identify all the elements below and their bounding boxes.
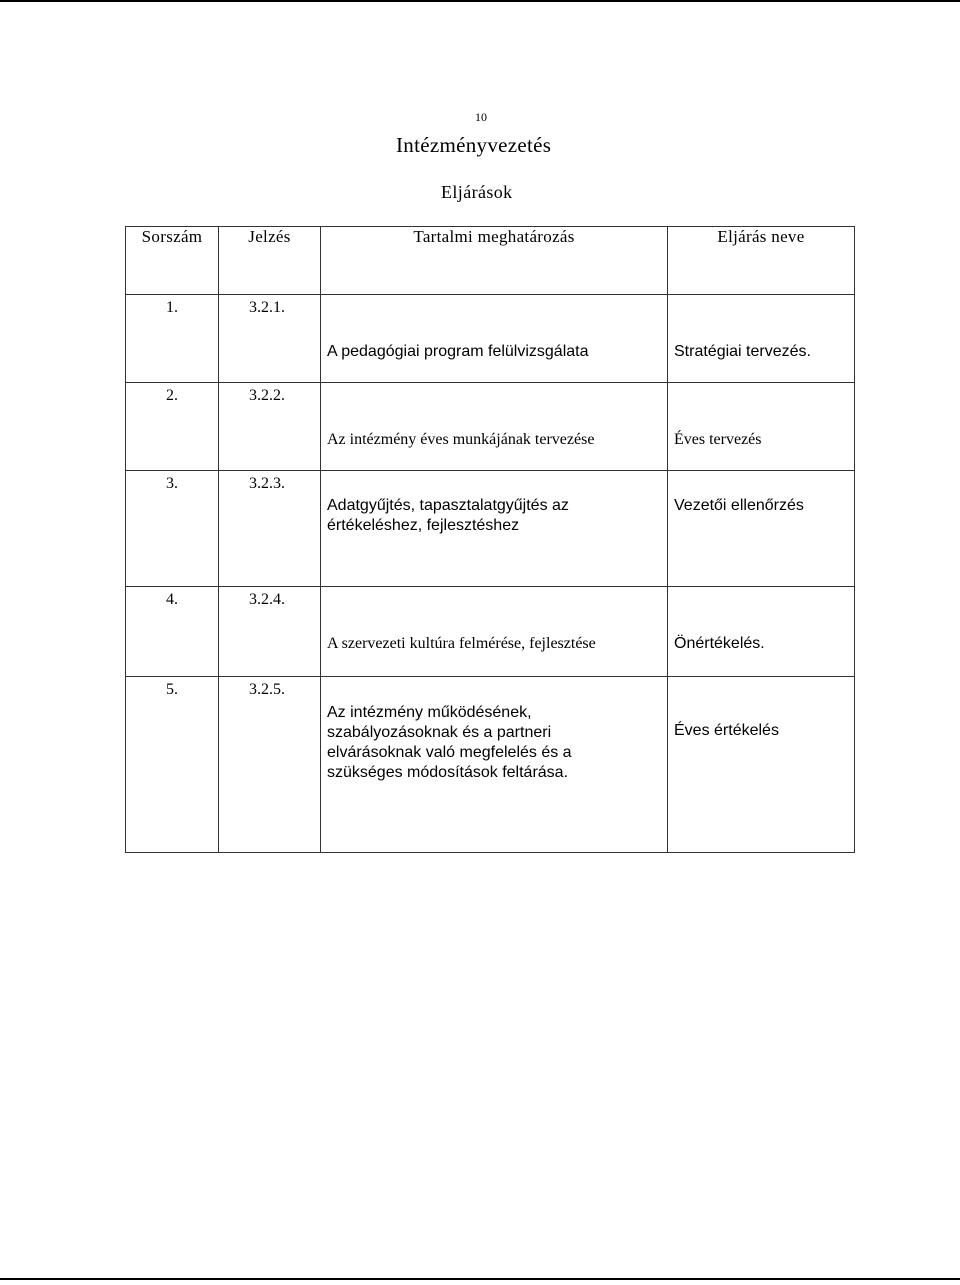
row-procedure-name: [668, 295, 855, 383]
bottom-rule: [0, 1278, 960, 1280]
row-procedure-name-text: Stratégiai tervezés.: [674, 343, 811, 360]
table-row: [126, 383, 855, 471]
page-number: 10: [475, 110, 487, 124]
row-content-text: A pedagógiai program felülvizsgálata: [327, 343, 589, 360]
row-code: 3.2.2.: [219, 383, 321, 471]
header-jelzes: Jelzés: [219, 227, 321, 295]
table-header-row: [126, 227, 855, 295]
row-procedure-name-text: Éves értékelés: [674, 722, 779, 739]
row-content-text: Az intézmény éves munkájának tervezése: [327, 431, 595, 448]
table-row: [126, 677, 855, 853]
header-eljaras: Eljárás neve: [668, 227, 855, 295]
header-sorszam: Sorszám: [126, 227, 219, 295]
row-content: [321, 587, 668, 677]
row-number: 3.: [126, 471, 219, 587]
row-content-text: A szervezeti kultúra felmérése, fejlesztése: [327, 635, 596, 652]
procedures-table: [125, 226, 855, 853]
row-code: 3.2.3.: [219, 471, 321, 587]
row-procedure-name: [668, 677, 855, 853]
table-row: [126, 295, 855, 383]
row-content: [321, 295, 668, 383]
row-content: [321, 383, 668, 471]
row-number: 4.: [126, 587, 219, 677]
row-code: 3.2.1.: [219, 295, 321, 383]
row-content: [321, 677, 668, 853]
row-number: 2.: [126, 383, 219, 471]
row-content-text: Adatgyűjtés, tapasztalatgyűjtés az értékeléshez, fejlesztéshez: [327, 497, 569, 534]
document-subtitle: Eljárások: [441, 182, 513, 202]
row-content: [321, 471, 668, 587]
row-procedure-name: [668, 587, 855, 677]
row-procedure-name-text: Önértékelés.: [674, 635, 765, 652]
header-tartalmi: Tartalmi meghatározás: [321, 227, 668, 295]
table-row: [126, 471, 855, 587]
row-procedure-name: [668, 471, 855, 587]
row-procedure-name-text: Éves tervezés: [674, 431, 762, 448]
row-code: 3.2.4.: [219, 587, 321, 677]
row-procedure-name: [668, 383, 855, 471]
row-number: 5.: [126, 677, 219, 853]
table-row: [126, 587, 855, 677]
row-content-text: Az intézmény működésének, szabályozásoknak és a partneri elvárásoknak való megfelelés és a szükséges módosítások feltárása.: [327, 704, 572, 781]
row-number: 1.: [126, 295, 219, 383]
row-code: 3.2.5.: [219, 677, 321, 853]
top-rule: [0, 0, 960, 2]
row-procedure-name-text: Vezetői ellenőrzés: [674, 497, 804, 514]
document-title: Intézményvezetés: [396, 133, 552, 157]
